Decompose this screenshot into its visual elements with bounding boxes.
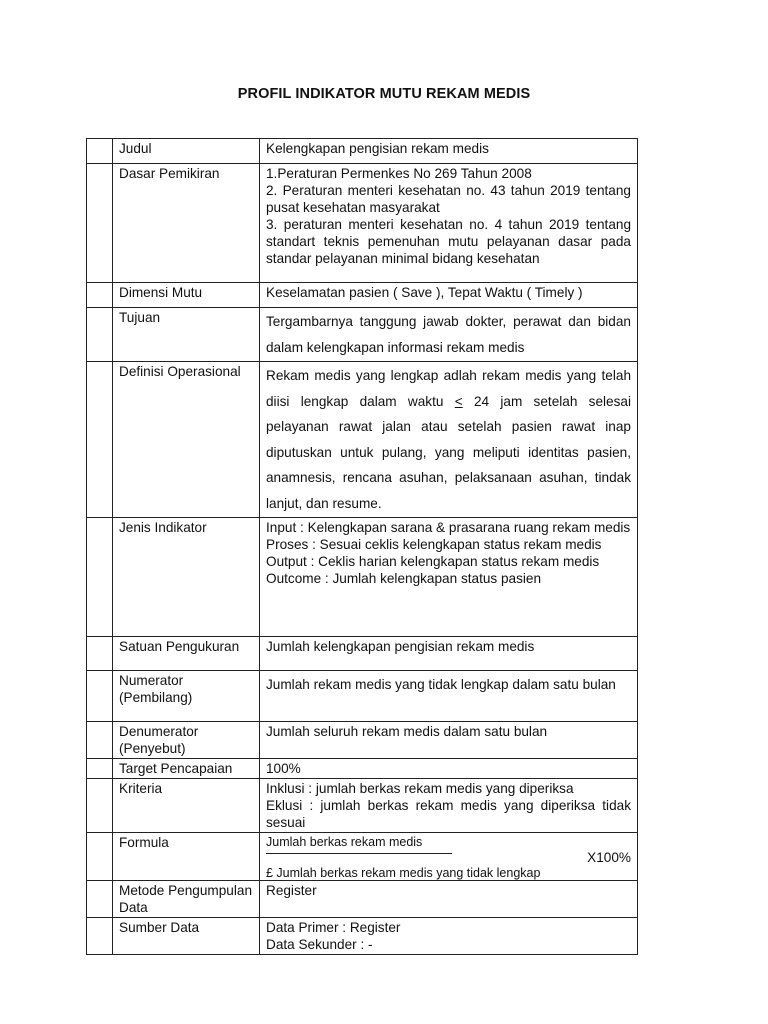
label-judul: Judul <box>113 139 260 164</box>
row-number-cell <box>87 722 113 759</box>
row-number-cell <box>87 164 113 283</box>
formula-fraction-bar <box>266 853 452 854</box>
value-kriteria <box>260 779 638 833</box>
row-jenis-indikator <box>87 518 638 637</box>
sumber-sekunder: Data Sekunder : - <box>266 937 373 952</box>
row-number-cell <box>87 759 113 779</box>
definisi-text-before: Rekam medis yang lengkap adlah rekam medis yang telah diisi lengkap dalam waktu <box>266 368 631 409</box>
value-dimensi-mutu: Keselamatan pasien ( Save ), Tepat Waktu ( Timely ) <box>260 283 638 308</box>
row-definisi-operasional <box>87 362 638 518</box>
row-sumber-data <box>87 918 638 955</box>
formula-multiplier: X100% <box>587 850 631 865</box>
value-formula <box>260 833 638 881</box>
row-number-cell <box>87 139 113 164</box>
row-number-cell <box>87 918 113 955</box>
formula-expression <box>266 834 631 878</box>
row-number-cell <box>87 362 113 518</box>
row-judul <box>87 139 638 164</box>
row-dimensi-mutu <box>87 283 638 308</box>
row-target-pencapaian <box>87 759 638 779</box>
row-numerator <box>87 671 638 722</box>
label-sumber-data: Sumber Data <box>113 918 260 955</box>
dasar-line-3: 3. peraturan menteri kesehatan no. 4 tahun 2019 tentang standart teknis pemenuhan mutu pelayanan dasar pada standar pelayanan minimal bidang kesehatan <box>266 217 631 266</box>
formula-denominator: £ Jumlah berkas rekam medis yang tidak lengkap <box>266 866 541 880</box>
row-number-cell <box>87 881 113 918</box>
value-satuan-pengukuran: Jumlah kelengkapan pengisian rekam medis <box>260 637 638 671</box>
value-tujuan: Tergambarnya tanggung jawab dokter, perawat dan bidan dalam kelengkapan informasi rekam medis <box>260 308 638 362</box>
row-dasar-pemikiran <box>87 164 638 283</box>
row-number-cell <box>87 283 113 308</box>
row-number-cell <box>87 308 113 362</box>
label-denumerator: Denumerator (Penyebut) <box>113 722 260 759</box>
value-numerator: Jumlah rekam medis yang tidak lengkap dalam satu bulan <box>260 671 638 722</box>
row-denumerator <box>87 722 638 759</box>
value-definisi-operasional <box>260 362 638 518</box>
indicator-profile-table <box>86 138 638 955</box>
label-kriteria: Kriteria <box>113 779 260 833</box>
label-satuan-pengukuran: Satuan Pengukuran <box>113 637 260 671</box>
label-numerator: Numerator (Pembilang) <box>113 671 260 722</box>
row-number-cell <box>87 833 113 881</box>
row-metode-pengumpulan-data <box>87 881 638 918</box>
label-tujuan: Tujuan <box>113 308 260 362</box>
row-number-cell <box>87 779 113 833</box>
label-metode-pengumpulan-data: Metode Pengumpulan Data <box>113 881 260 918</box>
label-dimensi-mutu: Dimensi Mutu <box>113 283 260 308</box>
row-number-cell <box>87 671 113 722</box>
sumber-primer: Data Primer : Register <box>266 920 401 935</box>
label-jenis-indikator: Jenis Indikator <box>113 518 260 637</box>
row-kriteria <box>87 779 638 833</box>
jenis-input: Input : Kelengkapan sarana & prasarana ruang rekam medis <box>266 520 631 535</box>
label-target-pencapaian: Target Pencapaian <box>113 759 260 779</box>
kriteria-inklusi: Inklusi : jumlah berkas rekam medis yang diperiksa <box>266 781 574 796</box>
label-formula: Formula <box>113 833 260 881</box>
dasar-line-2: 2. Peraturan menteri kesehatan no. 43 tahun 2019 tentang pusat kesehatan masyarakat <box>266 183 631 215</box>
label-definisi-operasional: Definisi Operasional <box>113 362 260 518</box>
row-formula <box>87 833 638 881</box>
jenis-outcome: Outcome : Jumlah kelengkapan status pasien <box>266 571 542 586</box>
value-judul: Kelengkapan pengisian rekam medis <box>260 139 638 164</box>
label-dasar-pemikiran: Dasar Pemikiran <box>113 164 260 283</box>
dasar-line-1: 1.Peraturan Permenkes No 269 Tahun 2008 <box>266 166 532 181</box>
value-dasar-pemikiran <box>260 164 638 283</box>
row-number-cell <box>87 637 113 671</box>
document-title: PROFIL INDIKATOR MUTU REKAM MEDIS <box>237 86 531 102</box>
jenis-proses: Proses : Sesuai ceklis kelengkapan status rekam medis <box>266 537 602 552</box>
row-tujuan <box>87 308 638 362</box>
value-denumerator: Jumlah seluruh rekam medis dalam satu bulan <box>260 722 638 759</box>
value-sumber-data <box>260 918 638 955</box>
jenis-output: Output : Ceklis harian kelengkapan status rekam medis <box>266 554 600 569</box>
value-jenis-indikator <box>260 518 638 637</box>
less-equal-symbol: < <box>454 393 463 409</box>
definisi-text-after: 24 jam setelah selesai pelayanan rawat jalan atau setelah pasien rawat inap diputuskan untuk pulang, yang meliputi identitas pasien, anamnesis, rencana asuhan, pelaksanaan asuhan, tindak lanjut, dan resume. <box>266 393 631 511</box>
row-number-cell <box>87 518 113 637</box>
value-metode-pengumpulan-data: Register <box>260 881 638 918</box>
kriteria-eklusi: Eklusi : jumlah berkas rekam medis yang diperiksa tidak sesuai <box>266 798 631 830</box>
value-target-pencapaian: 100% <box>260 759 638 779</box>
formula-numerator: Jumlah berkas rekam medis <box>266 835 423 849</box>
row-satuan-pengukuran <box>87 637 638 671</box>
